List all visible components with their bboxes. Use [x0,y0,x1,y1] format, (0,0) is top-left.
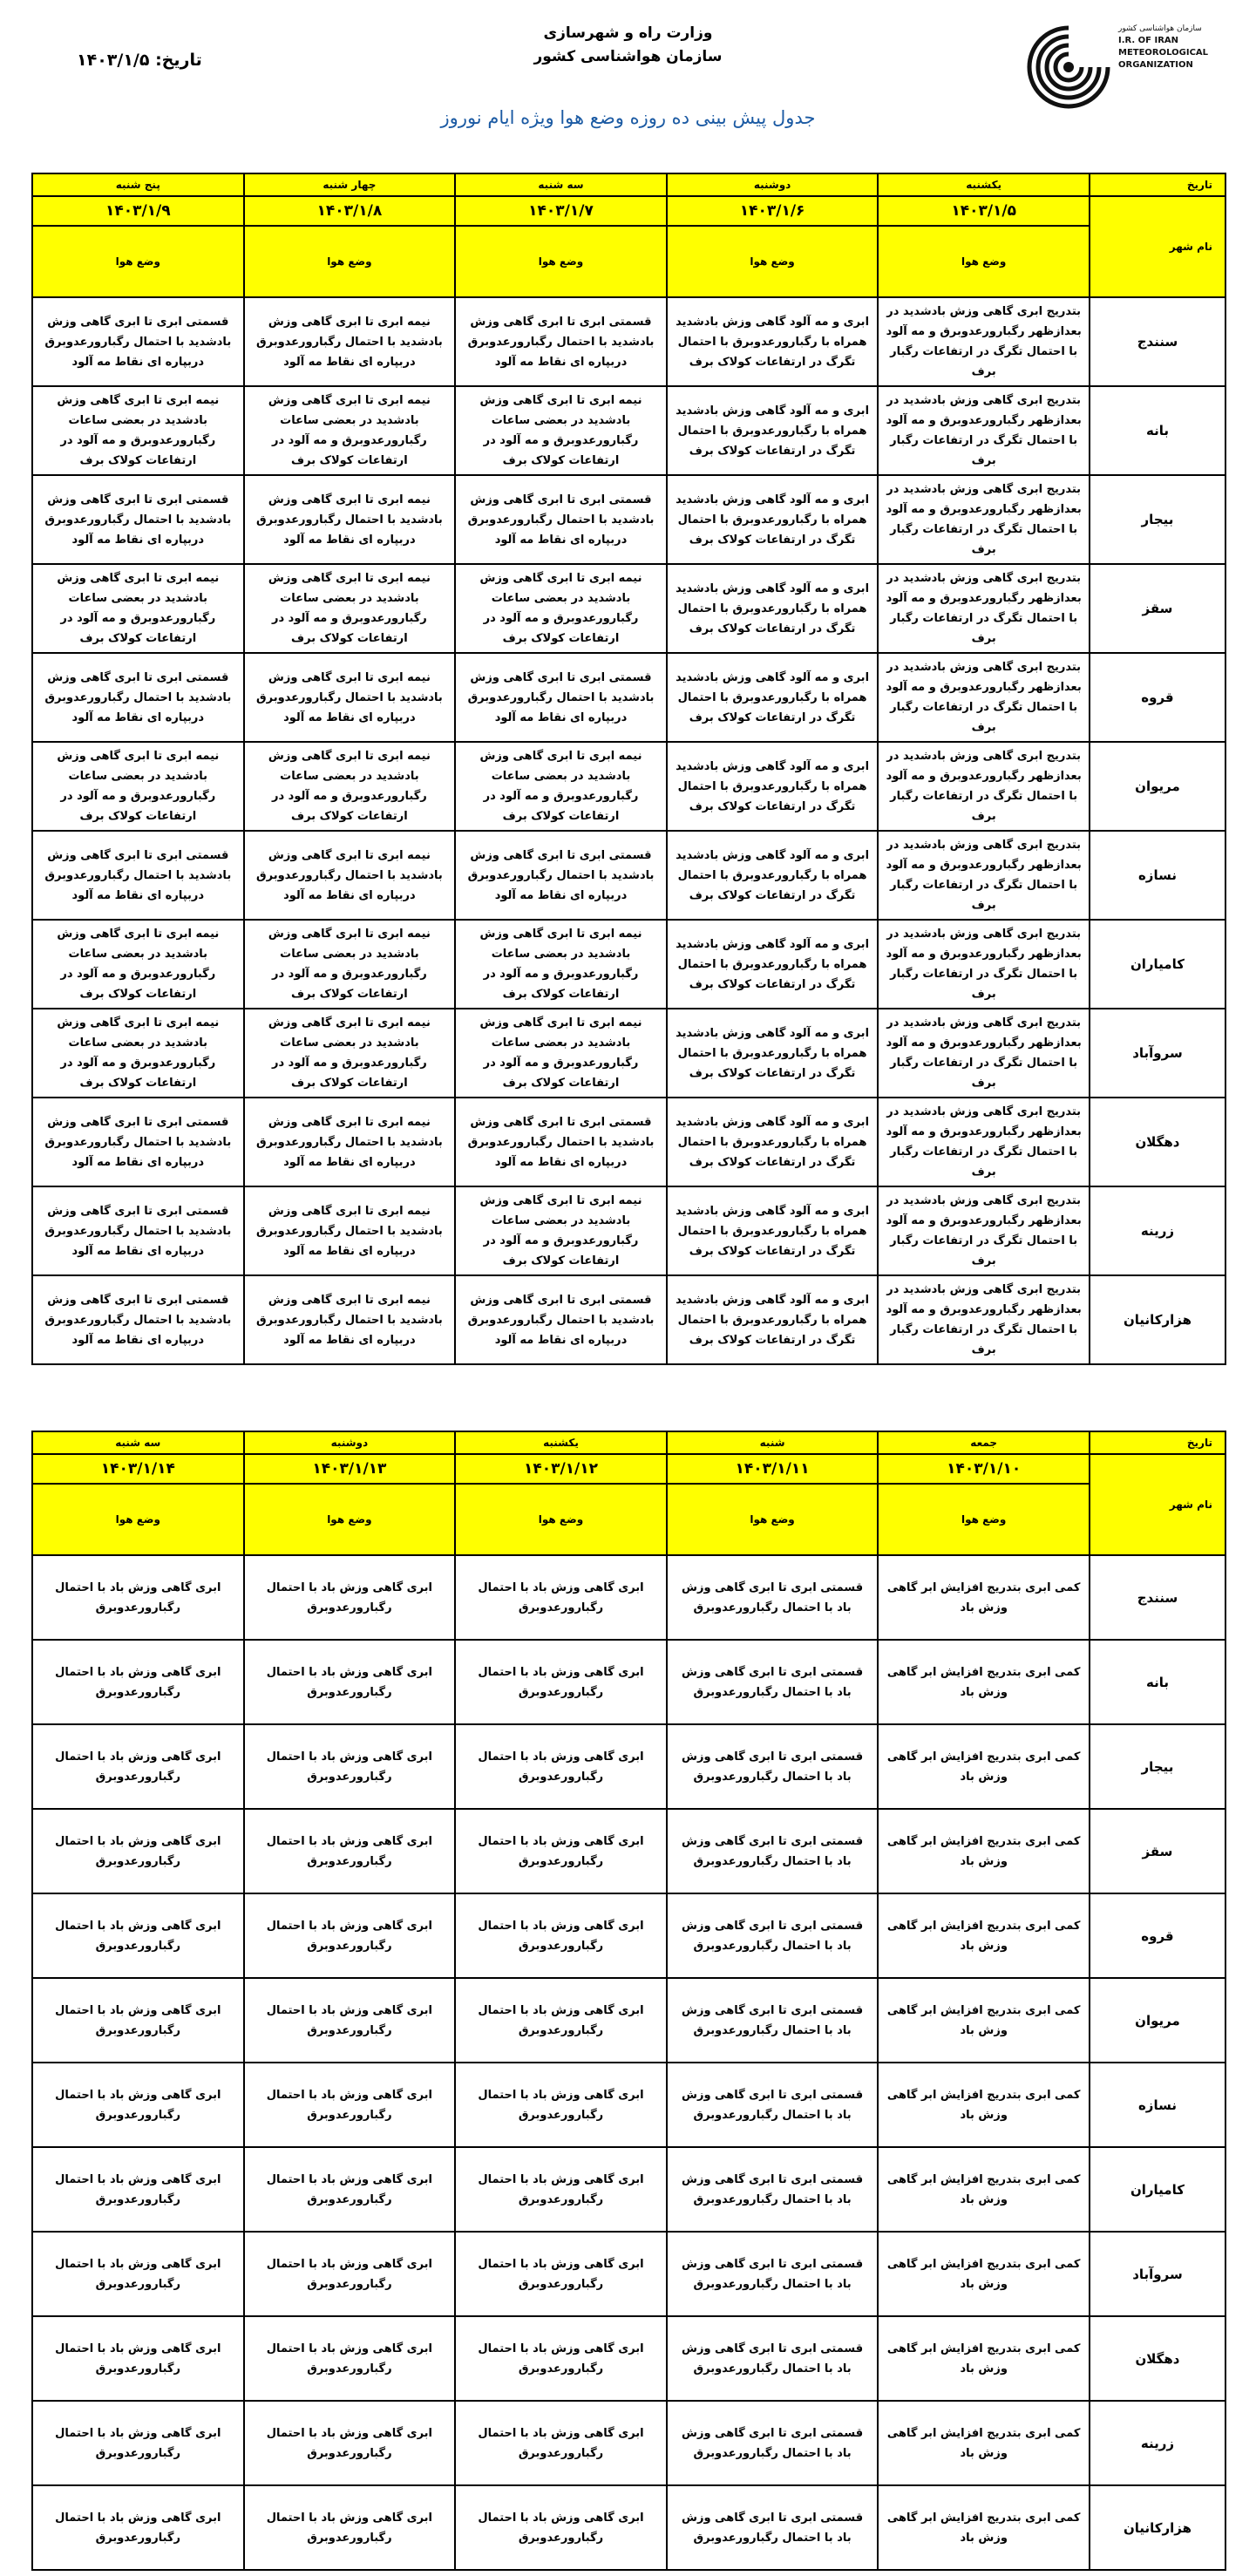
forecast-cell: قسمتی ابری تا ابری گاهی وزش باد با احتمال رگبارورعدوبرق [667,1809,879,1893]
table-row [32,475,1225,564]
forecast-cell: کمی ابری بتدریج افزایش ابر گاهی وزش باد [878,1893,1090,1978]
day-date: ۱۴۰۳/۱/۷ [455,196,667,226]
forecast-cell: نیمه ابری تا ابری گاهی وزش بادشدید در بعضی ساعات رگبارورعدوبرق و مه آلود در ارتفاعات کولاک برف [455,742,667,831]
table-row [32,1893,1225,1978]
city-name: مریوان [1090,1978,1225,2063]
forecast-cell: بتدریج ابری گاهی وزش بادشدید در بعدازظهر رگبارورعدوبرق و مه آلود با احتمال تگرگ در ارتفاعات رگبار برف [878,297,1090,386]
forecast-cell: قسمتی ابری تا ابری گاهی وزش بادشدید با احتمال رگبارورعدوبرق دربپاره ای نقاط مه آلود [32,653,244,742]
day-date: ۱۴۰۳/۱/۸ [244,196,456,226]
forecast-cell: ابری و مه آلود گاهی وزش بادشدید همراه با رگبارورعدوبرق با احتمال تگرگ در ارتفاعات کولاک برف [667,297,879,386]
forecast-cell: ابری گاهی وزش باد با احتمال رگبارورعدوبرق [455,2316,667,2401]
forecast-cell: ابری گاهی وزش باد با احتمال رگبارورعدوبرق [455,1893,667,1978]
weather-header-row [32,226,1225,297]
forecast-cell: بتدریج ابری گاهی وزش بادشدید در بعدازظهر رگبارورعدوبرق و مه آلود با احتمال تگرگ در ارتفاعات رگبار برف [878,1009,1090,1098]
forecast-cell: ابری گاهی وزش باد با احتمال رگبارورعدوبرق [455,1640,667,1724]
forecast-cell: بتدریج ابری گاهی وزش بادشدید در بعدازظهر رگبارورعدوبرق و مه آلود با احتمال تگرگ در ارتفاعات رگبار برف [878,564,1090,653]
city-name: نسازه [1090,2063,1225,2147]
day-date: ۱۴۰۳/۱/۱۴ [32,1454,244,1484]
table-row [32,386,1225,475]
forecast-cell: کمی ابری بتدریج افزایش ابر گاهی وزش باد [878,1809,1090,1893]
table-row [32,1098,1225,1186]
forecast-cell: نیمه ابری تا ابری گاهی وزش بادشدید در بعضی ساعات رگبارورعدوبرق و مه آلود در ارتفاعات کولاک برف [32,386,244,475]
forecast-cell: قسمتی ابری تا ابری گاهی وزش بادشدید با احتمال رگبارورعدوبرق دربپاره ای نقاط مه آلود [32,1275,244,1364]
forecast-cell: قسمتی ابری تا ابری گاهی وزش بادشدید با احتمال رگبارورعدوبرق دربپاره ای نقاط مه آلود [455,653,667,742]
forecast-cell: ابری و مه آلود گاهی وزش بادشدید همراه با رگبارورعدوبرق با احتمال تگرگ در ارتفاعات کولاک برف [667,386,879,475]
forecast-cell: بتدریج ابری گاهی وزش بادشدید در بعدازظهر رگبارورعدوبرق و مه آلود با احتمال تگرگ در ارتفاعات رگبار برف [878,742,1090,831]
city-name: قروه [1090,653,1225,742]
forecast-cell: نیمه ابری تا ابری گاهی وزش بادشدید در بعضی ساعات رگبارورعدوبرق و مه آلود در ارتفاعات کولاک برف [244,386,456,475]
city-name: بیجار [1090,1724,1225,1809]
day-name: سه شنبه [455,173,667,196]
weather-header-row [32,1484,1225,1555]
day-name: دوشنبه [667,173,879,196]
forecast-cell: نیمه ابری تا ابری گاهی وزش بادشدید در بعضی ساعات رگبارورعدوبرق و مه آلود در ارتفاعات کولاک برف [244,742,456,831]
date-label: تاریخ [1090,1431,1225,1454]
forecast-cell: قسمتی ابری تا ابری گاهی وزش بادشدید با احتمال رگبارورعدوبرق دربپاره ای نقاط مه آلود [32,1098,244,1186]
forecast-cell: نیمه ابری تا ابری گاهی وزش بادشدید با احتمال رگبارورعدوبرق دربپاره ای نقاط مه آلود [244,653,456,742]
forecast-cell: ابری گاهی وزش باد با احتمال رگبارورعدوبرق [32,2485,244,2570]
table-row [32,831,1225,920]
logo-text-en: I.R. OF IRAN METEOROLOGICAL ORGANIZATION [1118,36,1209,70]
forecast-cell: کمی ابری بتدریج افزایش ابر گاهی وزش باد [878,2485,1090,2570]
day-name: چهار شنبه [244,173,456,196]
table-row [32,2063,1225,2147]
forecast-cell: بتدریج ابری گاهی وزش بادشدید در بعدازظهر رگبارورعدوبرق و مه آلود با احتمال تگرگ در ارتفاعات رگبار برف [878,1275,1090,1364]
forecast-cell: ابری گاهی وزش باد با احتمال رگبارورعدوبرق [32,2063,244,2147]
forecast-cell: قسمتی ابری تا ابری گاهی وزش باد با احتمال رگبارورعدوبرق [667,1555,879,1640]
day-name: سه شنبه [32,1431,244,1454]
forecast-cell: ابری و مه آلود گاهی وزش بادشدید همراه با رگبارورعدوبرق با احتمال تگرگ در ارتفاعات کولاک برف [667,831,879,920]
forecast-cell: ابری گاهی وزش باد با احتمال رگبارورعدوبرق [455,1809,667,1893]
forecast-cell: قسمتی ابری تا ابری گاهی وزش باد با احتمال رگبارورعدوبرق [667,1724,879,1809]
forecast-cell: ابری گاهی وزش باد با احتمال رگبارورعدوبرق [455,2232,667,2316]
forecast-cell: قسمتی ابری تا ابری گاهی وزش بادشدید با احتمال رگبارورعدوبرق دربپاره ای نقاط مه آلود [455,1098,667,1186]
forecast-cell: نیمه ابری تا ابری گاهی وزش بادشدید در بعضی ساعات رگبارورعدوبرق و مه آلود در ارتفاعات کولاک برف [32,564,244,653]
day-date: ۱۴۰۳/۱/۵ [878,196,1090,226]
forecast-cell: ابری گاهی وزش باد با احتمال رگبارورعدوبرق [455,2063,667,2147]
city-label: نام شهر [1090,1454,1225,1555]
table-row [32,1555,1225,1640]
weather-column-header: وضع هوا [244,226,456,297]
forecast-cell: نیمه ابری تا ابری گاهی وزش بادشدید با احتمال رگبارورعدوبرق دربپاره ای نقاط مه آلود [244,1275,456,1364]
date-row [32,1454,1225,1484]
forecast-cell: ابری و مه آلود گاهی وزش بادشدید همراه با رگبارورعدوبرق با احتمال تگرگ در ارتفاعات کولاک برف [667,1009,879,1098]
forecast-cell: نیمه ابری تا ابری گاهی وزش بادشدید با احتمال رگبارورعدوبرق دربپاره ای نقاط مه آلود [244,297,456,386]
table-row [32,1978,1225,2063]
table-row [32,1724,1225,1809]
forecast-cell: ابری گاهی وزش باد با احتمال رگبارورعدوبرق [32,1978,244,2063]
weather-column-header: وضع هوا [667,1484,879,1555]
forecast-cell: کمی ابری بتدریج افزایش ابر گاهی وزش باد [878,2063,1090,2147]
forecast-cell: ابری و مه آلود گاهی وزش بادشدید همراه با رگبارورعدوبرق با احتمال تگرگ در ارتفاعات کولاک برف [667,1186,879,1275]
forecast-cell: کمی ابری بتدریج افزایش ابر گاهی وزش باد [878,1724,1090,1809]
city-name: کامیاران [1090,2147,1225,2232]
day-date: ۱۴۰۳/۱/۱۲ [455,1454,667,1484]
forecast-cell: قسمتی ابری تا ابری گاهی وزش بادشدید با احتمال رگبارورعدوبرق دربپاره ای نقاط مه آلود [455,1275,667,1364]
forecast-cell: ابری و مه آلود گاهی وزش بادشدید همراه با رگبارورعدوبرق با احتمال تگرگ در ارتفاعات کولاک برف [667,920,879,1009]
city-name: دهگلان [1090,2316,1225,2401]
forecast-cell: قسمتی ابری تا ابری گاهی وزش بادشدید با احتمال رگبارورعدوبرق دربپاره ای نقاط مه آلود [455,475,667,564]
day-name: پنج شنبه [32,173,244,196]
forecast-cell: ابری گاهی وزش باد با احتمال رگبارورعدوبرق [244,2232,456,2316]
weather-column-header: وضع هوا [32,1484,244,1555]
document-header [0,0,1256,166]
day-name: یکشنبه [455,1431,667,1454]
day-date: ۱۴۰۳/۱/۹ [32,196,244,226]
day-date: ۱۴۰۳/۱/۱۱ [667,1454,879,1484]
city-name: سنندج [1090,297,1225,386]
weather-column-header: وضع هوا [455,1484,667,1555]
weather-column-header: وضع هوا [455,226,667,297]
day-name: یکشنبه [878,173,1090,196]
forecast-cell: کمی ابری بتدریج افزایش ابر گاهی وزش باد [878,1978,1090,2063]
forecast-cell: ابری گاهی وزش باد با احتمال رگبارورعدوبرق [455,1724,667,1809]
day-date: ۱۴۰۳/۱/۱۳ [244,1454,456,1484]
forecast-cell: ابری و مه آلود گاهی وزش بادشدید همراه با رگبارورعدوبرق با احتمال تگرگ در ارتفاعات کولاک برف [667,653,879,742]
forecast-cell: بتدریج ابری گاهی وزش بادشدید در بعدازظهر رگبارورعدوبرق و مه آلود با احتمال تگرگ در ارتفاعات رگبار برف [878,386,1090,475]
day-name-row [32,173,1225,196]
weather-column-header: وضع هوا [244,1484,456,1555]
forecast-cell: قسمتی ابری تا ابری گاهی وزش بادشدید با احتمال رگبارورعدوبرق دربپاره ای نقاط مه آلود [32,831,244,920]
forecast-cell: ابری گاهی وزش باد با احتمال رگبارورعدوبرق [455,1555,667,1640]
forecast-cell: نیمه ابری تا ابری گاهی وزش بادشدید با احتمال رگبارورعدوبرق دربپاره ای نقاط مه آلود [244,1186,456,1275]
city-name: زرینه [1090,1186,1225,1275]
forecast-table-2 [31,1431,1226,2571]
forecast-cell: ابری و مه آلود گاهی وزش بادشدید همراه با رگبارورعدوبرق با احتمال تگرگ در ارتفاعات کولاک برف [667,564,879,653]
forecast-cell: نیمه ابری تا ابری گاهی وزش بادشدید در بعضی ساعات رگبارورعدوبرق و مه آلود در ارتفاعات کولاک برف [455,1009,667,1098]
forecast-cell: ابری گاهی وزش باد با احتمال رگبارورعدوبرق [244,1724,456,1809]
forecast-cell: ابری و مه آلود گاهی وزش بادشدید همراه با رگبارورعدوبرق با احتمال تگرگ در ارتفاعات کولاک برف [667,475,879,564]
day-name: دوشنبه [244,1431,456,1454]
forecast-cell: کمی ابری بتدریج افزایش ابر گاهی وزش باد [878,2316,1090,2401]
city-name: زرینه [1090,2401,1225,2485]
forecast-cell: نیمه ابری تا ابری گاهی وزش بادشدید با احتمال رگبارورعدوبرق دربپاره ای نقاط مه آلود [244,831,456,920]
table-row [32,1640,1225,1724]
meteorological-organization-logo [1021,19,1221,124]
table-row [32,2401,1225,2485]
forecast-cell: ابری گاهی وزش باد با احتمال رگبارورعدوبرق [32,2401,244,2485]
forecast-cell: قسمتی ابری تا ابری گاهی وزش باد با احتمال رگبارورعدوبرق [667,2147,879,2232]
forecast-cell: قسمتی ابری تا ابری گاهی وزش بادشدید با احتمال رگبارورعدوبرق دربپاره ای نقاط مه آلود [455,297,667,386]
forecast-cell: ابری گاهی وزش باد با احتمال رگبارورعدوبرق [244,1640,456,1724]
forecast-cell: قسمتی ابری تا ابری گاهی وزش بادشدید با احتمال رگبارورعدوبرق دربپاره ای نقاط مه آلود [32,1186,244,1275]
forecast-cell: ابری گاهی وزش باد با احتمال رگبارورعدوبرق [32,1555,244,1640]
table-row [32,653,1225,742]
forecast-cell: قسمتی ابری تا ابری گاهی وزش باد با احتمال رگبارورعدوبرق [667,2485,879,2570]
forecast-cell: ابری گاهی وزش باد با احتمال رگبارورعدوبرق [455,1978,667,2063]
city-name: دهگلان [1090,1098,1225,1186]
organization-name: سازمان هواشناسی کشور [533,48,723,65]
city-name: قروه [1090,1893,1225,1978]
forecast-cell: ابری گاهی وزش باد با احتمال رگبارورعدوبرق [32,1640,244,1724]
weather-column-header: وضع هوا [32,226,244,297]
forecast-cell: ابری گاهی وزش باد با احتمال رگبارورعدوبرق [32,2316,244,2401]
date-row [32,196,1225,226]
day-name-row [32,1431,1225,1454]
forecast-cell: ابری گاهی وزش باد با احتمال رگبارورعدوبرق [244,2147,456,2232]
weather-column-header: وضع هوا [878,226,1090,297]
table-row [32,2485,1225,2570]
forecast-cell: کمی ابری بتدریج افزایش ابر گاهی وزش باد [878,2147,1090,2232]
city-name: سروآباد [1090,2232,1225,2316]
forecast-cell: ابری گاهی وزش باد با احتمال رگبارورعدوبرق [32,1809,244,1893]
forecast-cell: بتدریج ابری گاهی وزش بادشدید در بعدازظهر رگبارورعدوبرق و مه آلود با احتمال تگرگ در ارتفاعات رگبار برف [878,920,1090,1009]
forecast-cell: قسمتی ابری تا ابری گاهی وزش بادشدید با احتمال رگبارورعدوبرق دربپاره ای نقاط مه آلود [32,475,244,564]
forecast-cell: قسمتی ابری تا ابری گاهی وزش باد با احتمال رگبارورعدوبرق [667,1640,879,1724]
forecast-cell: نیمه ابری تا ابری گاهی وزش بادشدید با احتمال رگبارورعدوبرق دربپاره ای نقاط مه آلود [244,475,456,564]
city-label: نام شهر [1090,196,1225,297]
weather-column-header: وضع هوا [878,1484,1090,1555]
forecast-cell: ابری گاهی وزش باد با احتمال رگبارورعدوبرق [32,1724,244,1809]
ministry-name: وزارت راه و شهرسازی [543,24,713,42]
city-name: بانه [1090,1640,1225,1724]
table-row [32,1275,1225,1364]
table-row [32,564,1225,653]
forecast-cell: ابری گاهی وزش باد با احتمال رگبارورعدوبرق [244,1978,456,2063]
city-name: بانه [1090,386,1225,475]
forecast-cell: بتدریج ابری گاهی وزش بادشدید در بعدازظهر رگبارورعدوبرق و مه آلود با احتمال تگرگ در ارتفاعات رگبار برف [878,653,1090,742]
forecast-cell: بتدریج ابری گاهی وزش بادشدید در بعدازظهر رگبارورعدوبرق و مه آلود با احتمال تگرگ در ارتفاعات رگبار برف [878,1186,1090,1275]
weather-column-header: وضع هوا [667,226,879,297]
forecast-cell: کمی ابری بتدریج افزایش ابر گاهی وزش باد [878,1640,1090,1724]
city-name: سقز [1090,1809,1225,1893]
forecast-cell: ابری گاهی وزش باد با احتمال رگبارورعدوبرق [244,2316,456,2401]
forecast-cell: نیمه ابری تا ابری گاهی وزش بادشدید در بعضی ساعات رگبارورعدوبرق و مه آلود در ارتفاعات کولاک برف [32,1009,244,1098]
table-row [32,920,1225,1009]
table-row [32,2232,1225,2316]
forecast-cell: کمی ابری بتدریج افزایش ابر گاهی وزش باد [878,2401,1090,2485]
forecast-cell: ابری گاهی وزش باد با احتمال رگبارورعدوبرق [244,2485,456,2570]
forecast-cell: ابری گاهی وزش باد با احتمال رگبارورعدوبرق [455,2485,667,2570]
logo-caption [1118,23,1223,71]
forecast-cell: نیمه ابری تا ابری گاهی وزش بادشدید در بعضی ساعات رگبارورعدوبرق و مه آلود در ارتفاعات کولاک برف [455,386,667,475]
forecast-cell: قسمتی ابری تا ابری گاهی وزش باد با احتمال رگبارورعدوبرق [667,1978,879,2063]
table-row [32,1809,1225,1893]
forecast-cell: قسمتی ابری تا ابری گاهی وزش باد با احتمال رگبارورعدوبرق [667,2063,879,2147]
forecast-cell: نیمه ابری تا ابری گاهی وزش بادشدید در بعضی ساعات رگبارورعدوبرق و مه آلود در ارتفاعات کولاک برف [244,564,456,653]
forecast-cell: ابری گاهی وزش باد با احتمال رگبارورعدوبرق [244,2401,456,2485]
forecast-cell: ابری و مه آلود گاهی وزش بادشدید همراه با رگبارورعدوبرق با احتمال تگرگ در ارتفاعات کولاک برف [667,1275,879,1364]
forecast-cell: نیمه ابری تا ابری گاهی وزش بادشدید در بعضی ساعات رگبارورعدوبرق و مه آلود در ارتفاعات کولاک برف [455,920,667,1009]
day-date: ۱۴۰۳/۱/۱۰ [878,1454,1090,1484]
forecast-cell: ابری گاهی وزش باد با احتمال رگبارورعدوبرق [244,1809,456,1893]
table-row [32,297,1225,386]
city-name: هزارکانیان [1090,2485,1225,2570]
issue-date: تاریخ: ۱۴۰۳/۱/۵ [77,51,202,70]
forecast-cell: ابری گاهی وزش باد با احتمال رگبارورعدوبرق [455,2147,667,2232]
forecast-cell: نیمه ابری تا ابری گاهی وزش بادشدید در بعضی ساعات رگبارورعدوبرق و مه آلود در ارتفاعات کولاک برف [455,564,667,653]
forecast-cell: نیمه ابری تا ابری گاهی وزش بادشدید در بعضی ساعات رگبارورعدوبرق و مه آلود در ارتفاعات کولاک برف [244,1009,456,1098]
forecast-cell: نیمه ابری تا ابری گاهی وزش بادشدید با احتمال رگبارورعدوبرق دربپاره ای نقاط مه آلود [244,1098,456,1186]
forecast-cell: کمی ابری بتدریج افزایش ابر گاهی وزش باد [878,1555,1090,1640]
forecast-cell: قسمتی ابری تا ابری گاهی وزش بادشدید با احتمال رگبارورعدوبرق دربپاره ای نقاط مه آلود [32,297,244,386]
forecast-cell: ابری گاهی وزش باد با احتمال رگبارورعدوبرق [32,1893,244,1978]
forecast-cell: نیمه ابری تا ابری گاهی وزش بادشدید در بعضی ساعات رگبارورعدوبرق و مه آلود در ارتفاعات کولاک برف [455,1186,667,1275]
table-row [32,742,1225,831]
table-row [32,2147,1225,2232]
city-name: هزارکانیان [1090,1275,1225,1364]
table-row [32,1186,1225,1275]
city-name: سروآباد [1090,1009,1225,1098]
forecast-cell: قسمتی ابری تا ابری گاهی وزش باد با احتمال رگبارورعدوبرق [667,1893,879,1978]
forecast-cell: بتدریج ابری گاهی وزش بادشدید در بعدازظهر رگبارورعدوبرق و مه آلود با احتمال تگرگ در ارتفاعات رگبار برف [878,475,1090,564]
forecast-cell: قسمتی ابری تا ابری گاهی وزش باد با احتمال رگبارورعدوبرق [667,2401,879,2485]
day-name: شنبه [667,1431,879,1454]
table-row [32,2316,1225,2401]
forecast-cell: ابری گاهی وزش باد با احتمال رگبارورعدوبرق [244,2063,456,2147]
forecast-cell: ابری و مه آلود گاهی وزش بادشدید همراه با رگبارورعدوبرق با احتمال تگرگ در ارتفاعات کولاک برف [667,742,879,831]
city-name: مریوان [1090,742,1225,831]
date-label: تاریخ [1090,173,1225,196]
forecast-cell: ابری گاهی وزش باد با احتمال رگبارورعدوبرق [455,2401,667,2485]
forecast-cell: قسمتی ابری تا ابری گاهی وزش باد با احتمال رگبارورعدوبرق [667,2316,879,2401]
forecast-table-1 [31,173,1226,1365]
forecast-cell: کمی ابری بتدریج افزایش ابر گاهی وزش باد [878,2232,1090,2316]
forecast-cell: ابری گاهی وزش باد با احتمال رگبارورعدوبرق [32,2147,244,2232]
city-name: سقز [1090,564,1225,653]
spiral-logo-icon [1021,19,1117,115]
document-title: جدول پیش بینی ده روزه وضع هوا ویژه ایام نوروز [440,107,816,128]
forecast-cell: ابری گاهی وزش باد با احتمال رگبارورعدوبرق [244,1893,456,1978]
city-name: نسازه [1090,831,1225,920]
city-name: کامیاران [1090,920,1225,1009]
forecast-cell: ابری و مه آلود گاهی وزش بادشدید همراه با رگبارورعدوبرق با احتمال تگرگ در ارتفاعات کولاک برف [667,1098,879,1186]
city-name: بیجار [1090,475,1225,564]
forecast-cell: نیمه ابری تا ابری گاهی وزش بادشدید در بعضی ساعات رگبارورعدوبرق و مه آلود در ارتفاعات کولاک برف [32,742,244,831]
forecast-cell: ابری گاهی وزش باد با احتمال رگبارورعدوبرق [32,2232,244,2316]
forecast-cell: بتدریج ابری گاهی وزش بادشدید در بعدازظهر رگبارورعدوبرق و مه آلود با احتمال تگرگ در ارتفاعات رگبار برف [878,1098,1090,1186]
forecast-cell: قسمتی ابری تا ابری گاهی وزش باد با احتمال رگبارورعدوبرق [667,2232,879,2316]
city-name: سنندج [1090,1555,1225,1640]
table-row [32,1009,1225,1098]
forecast-cell: قسمتی ابری تا ابری گاهی وزش بادشدید با احتمال رگبارورعدوبرق دربپاره ای نقاط مه آلود [455,831,667,920]
forecast-cell: نیمه ابری تا ابری گاهی وزش بادشدید در بعضی ساعات رگبارورعدوبرق و مه آلود در ارتفاعات کولاک برف [32,920,244,1009]
day-name: جمعه [878,1431,1090,1454]
forecast-cell: نیمه ابری تا ابری گاهی وزش بادشدید در بعضی ساعات رگبارورعدوبرق و مه آلود در ارتفاعات کولاک برف [244,920,456,1009]
day-date: ۱۴۰۳/۱/۶ [667,196,879,226]
forecast-cell: بتدریج ابری گاهی وزش بادشدید در بعدازظهر رگبارورعدوبرق و مه آلود با احتمال تگرگ در ارتفاعات رگبار برف [878,831,1090,920]
forecast-cell: ابری گاهی وزش باد با احتمال رگبارورعدوبرق [244,1555,456,1640]
logo-text-fa: سازمان هواشناسی کشور [1118,24,1202,33]
